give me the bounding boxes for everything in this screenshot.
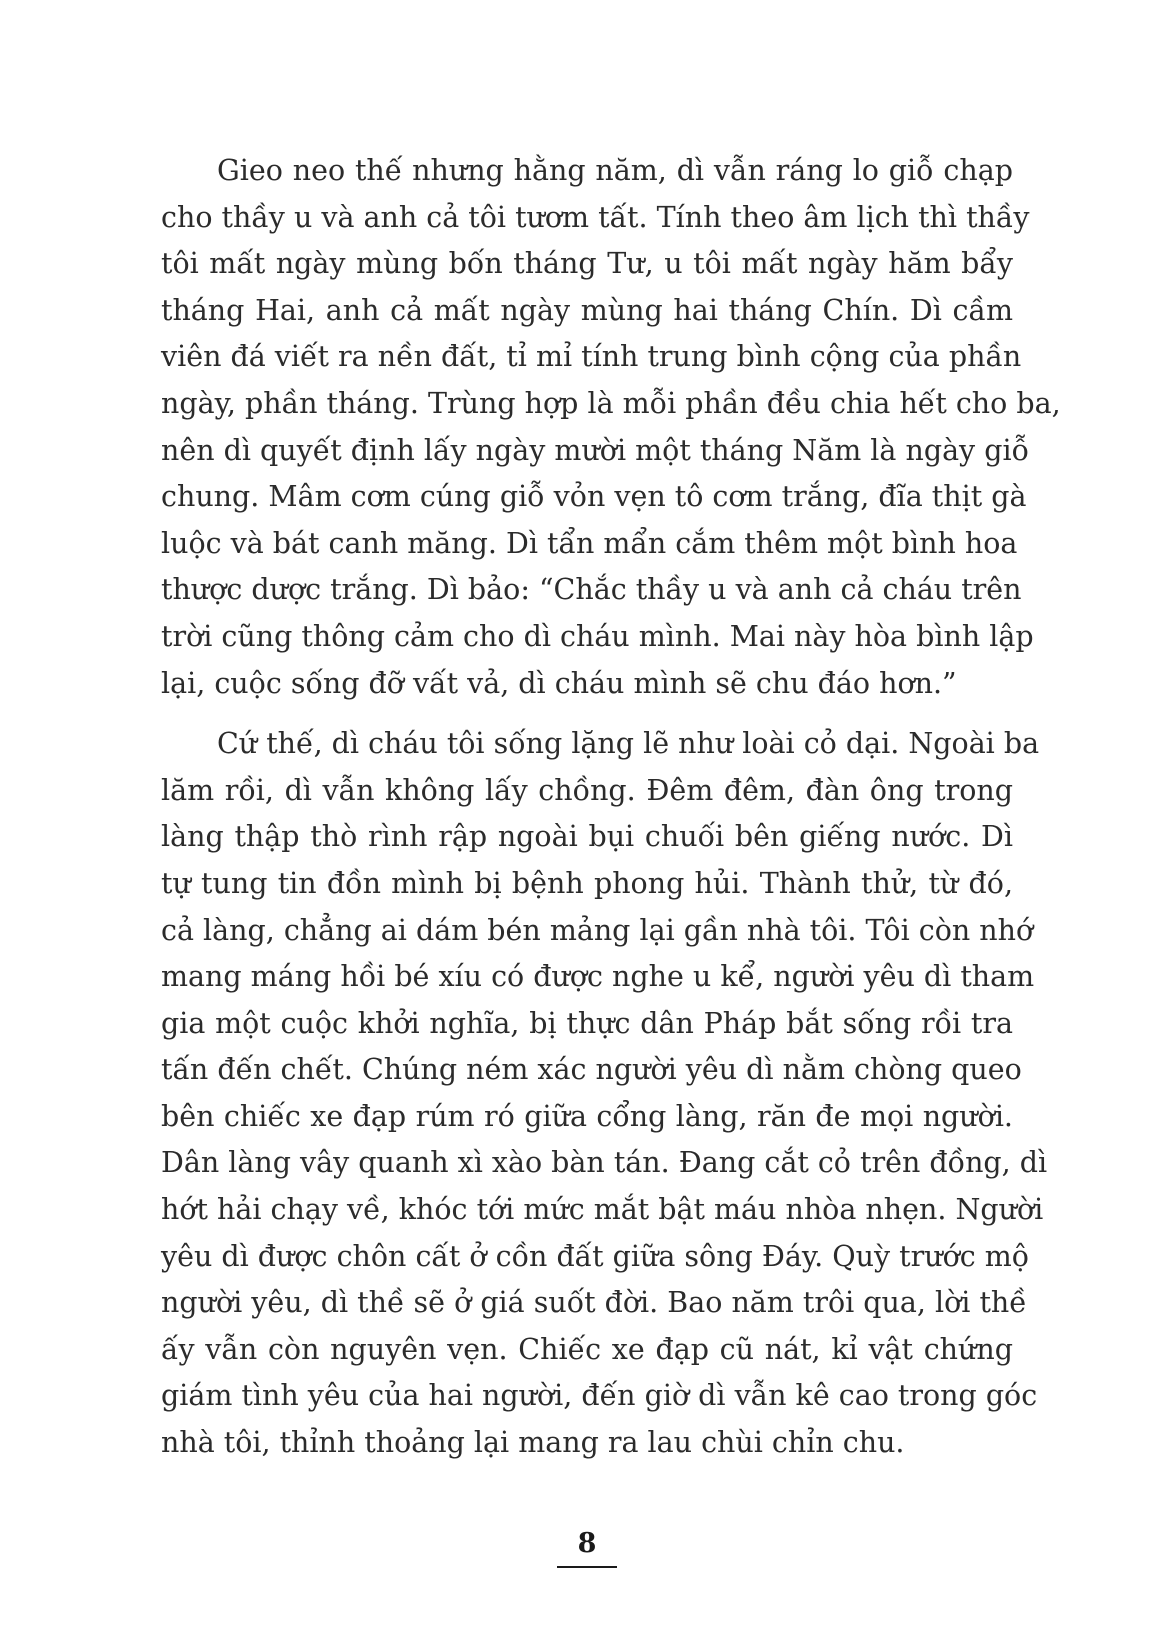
text-line: người yêu, dì thề sẽ ở giá suốt đời. Bao năm trôi qua, lời thề — [161, 1286, 1027, 1320]
text-line: nhà tôi, thỉnh thoảng lại mang ra lau chùi chỉn chu. — [161, 1426, 905, 1460]
text-line: cho thầy u và anh cả tôi tươm tất. Tính theo âm lịch thì thầy — [161, 200, 1030, 234]
page-footer — [557, 1528, 617, 1568]
page-number-underline — [557, 1566, 617, 1568]
text-line: tôi mất ngày mùng bốn tháng Tư, u tôi mất ngày hăm bẩy — [161, 247, 1013, 281]
paragraph — [161, 721, 1048, 1467]
body-text — [161, 148, 1061, 1481]
text-line: luộc và bát canh măng. Dì tẩn mẩn cắm thêm một bình hoa — [161, 526, 1018, 560]
text-line: Gieo neo thế nhưng hằng năm, dì vẫn ráng lo giỗ chạp — [217, 154, 1013, 187]
text-line: cả làng, chẳng ai dám bén mảng lại gần nhà tôi. Tôi còn nhớ — [161, 913, 1034, 947]
page-number: 8 — [577, 1528, 597, 1559]
text-line: tháng Hai, anh cả mất ngày mùng hai tháng Chín. Dì cầm — [161, 293, 1013, 327]
text-line: tự tung tin đồn mình bị bệnh phong hủi. Thành thử, từ đó, — [161, 866, 1013, 900]
text-line: tấn đến chết. Chúng ném xác người yêu dì nằm chòng queo — [161, 1053, 1022, 1087]
text-line: ấy vẫn còn nguyên vẹn. Chiếc xe đạp cũ nát, kỉ vật chứng — [161, 1332, 1013, 1366]
text-line: hớt hải chạy về, khóc tới mức mắt bật máu nhòa nhẹn. Người — [161, 1193, 1044, 1227]
text-line: Cứ thế, dì cháu tôi sống lặng lẽ như loài cỏ dại. Ngoài ba — [217, 727, 1040, 761]
text-line: gia một cuộc khởi nghĩa, bị thực dân Pháp bắt sống rồi tra — [161, 1006, 1013, 1040]
text-line: viên đá viết ra nền đất, tỉ mỉ tính trung bình cộng của phần — [161, 340, 1022, 374]
text-line: trời cũng thông cảm cho dì cháu mình. Mai này hòa bình lập — [161, 619, 1034, 653]
text-line: chung. Mâm cơm cúng giỗ vỏn vẹn tô cơm trắng, đĩa thịt gà — [161, 480, 1027, 514]
text-line: lại, cuộc sống đỡ vất vả, dì cháu mình sẽ chu đáo hơn.” — [161, 666, 957, 700]
text-line: Dân làng vây quanh xì xào bàn tán. Đang cắt cỏ trên đồng, dì — [161, 1146, 1048, 1180]
paragraph — [161, 148, 1061, 707]
text-line: làng thập thò rình rập ngoài bụi chuối bên giếng nước. Dì — [161, 820, 1013, 854]
text-line: yêu dì được chôn cất ở cồn đất giữa sông Đáy. Quỳ trước mộ — [161, 1239, 1029, 1273]
text-line: thược dược trắng. Dì bảo: “Chắc thầy u và anh cả cháu trên — [161, 573, 1022, 607]
text-line: bên chiếc xe đạp rúm ró giữa cổng làng, răn đe mọi người. — [161, 1099, 1013, 1133]
text-line: nên dì quyết định lấy ngày mười một tháng Năm là ngày giỗ — [161, 433, 1030, 467]
text-line: lăm rồi, dì vẫn không lấy chồng. Đêm đêm, đàn ông trong — [161, 773, 1013, 807]
text-line: ngày, phần tháng. Trùng hợp là mỗi phần đều chia hết cho ba, — [161, 386, 1061, 420]
text-line: giám tình yêu của hai người, đến giờ dì vẫn kê cao trong góc — [161, 1379, 1038, 1413]
text-line: mang máng hồi bé xíu có được nghe u kể, người yêu dì tham — [161, 960, 1035, 994]
